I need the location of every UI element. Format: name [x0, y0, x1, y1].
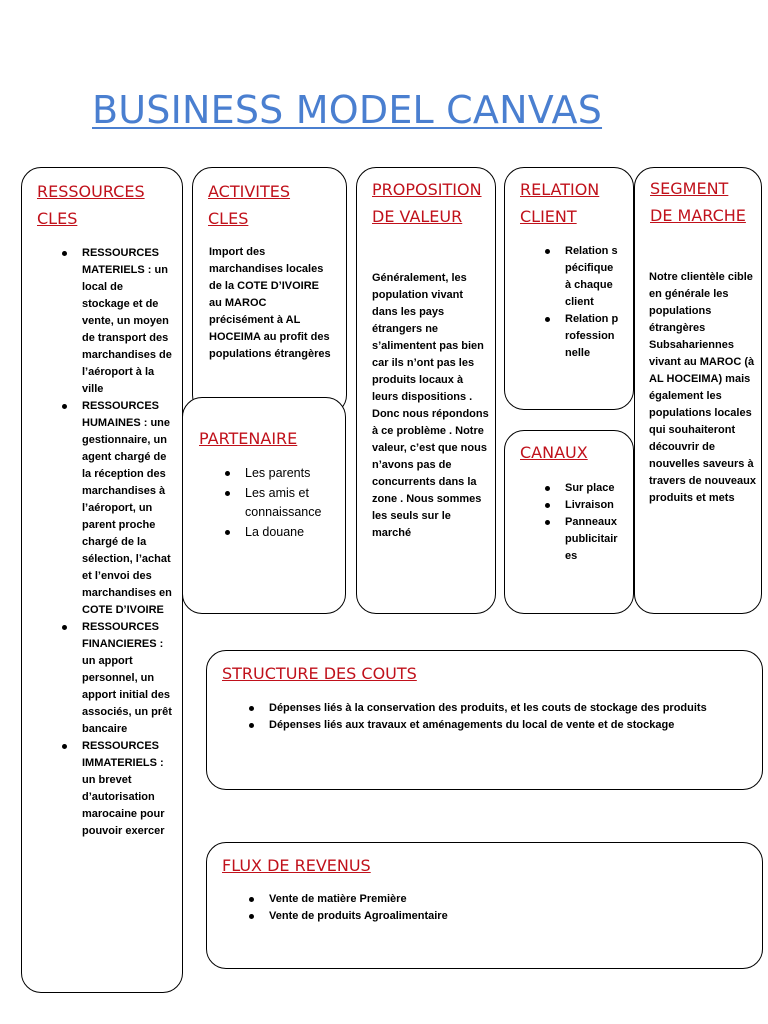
- list-item: RESSOURCES MATERIELS : un local de stockage et de vente, un moyen de transport des marchandises de l’aéroport à la ville: [60, 245, 172, 398]
- list-item: Livraison: [543, 497, 623, 514]
- couts-list: [247, 700, 747, 734]
- bullet-icon: [249, 897, 254, 902]
- bullet-icon: [545, 249, 550, 254]
- partenaire-list: [223, 464, 341, 542]
- canaux-title: CANAUX: [520, 443, 588, 462]
- list-item: Dépenses liés à la conservation des produits, et les couts de stockage des produits: [247, 700, 747, 717]
- bullet-icon: [249, 723, 254, 728]
- bullet-icon: [62, 251, 67, 256]
- activites-cles-box: [192, 167, 347, 415]
- bullet-icon: [249, 706, 254, 711]
- list-item: Panneaux publicitaires: [543, 514, 623, 565]
- activites-cles-title: ACTIVITES CLES: [208, 182, 291, 228]
- bullet-icon: [545, 486, 550, 491]
- bullet-icon: [249, 914, 254, 919]
- bullet-icon: [545, 520, 550, 525]
- ressources-list: [60, 245, 172, 840]
- relation-list: [543, 243, 619, 362]
- bullet-icon: [545, 317, 550, 322]
- bullet-icon: [62, 744, 67, 749]
- flux-revenus-title: FLUX DE REVENUS: [222, 856, 371, 875]
- list-item: Les amis et connaissance: [223, 484, 341, 523]
- bullet-icon: [225, 530, 230, 535]
- list-item: RESSOURCES IMMATERIELS : un brevet d’autorisation marocaine pour pouvoir exercer: [60, 738, 172, 840]
- list-item: Vente de produits Agroalimentaire: [247, 908, 747, 925]
- ressources-cles-box: [21, 167, 183, 993]
- canaux-list: [543, 480, 623, 565]
- relation-client-box: [504, 167, 634, 410]
- structure-couts-box: [206, 650, 763, 790]
- proposition-title: PROPOSITION DE VALEUR: [372, 180, 482, 226]
- list-item: Relation spécifique à chaque client: [543, 243, 619, 311]
- proposition-box: [356, 167, 496, 614]
- partenaire-box: [182, 397, 346, 614]
- page-title: BUSINESS MODEL CANVAS: [92, 88, 603, 132]
- flux-revenus-box: [206, 842, 763, 969]
- bullet-icon: [545, 503, 550, 508]
- list-item: Relation professionnelle: [543, 311, 619, 362]
- revenus-list: [247, 891, 747, 925]
- bullet-icon: [225, 471, 230, 476]
- segment-text: Notre clientèle cible en générale les populations étrangères Subsahariennes vivant au MAROC (à AL HOCEIMA) mais également les populations locales qui souhaiteront découvrir de nouvelles saveurs à travers de nouveaux produits et mets: [649, 271, 756, 504]
- list-item: La douane: [223, 523, 341, 543]
- segment-marche-box: [634, 167, 762, 614]
- bullet-icon: [225, 491, 230, 496]
- ressources-cles-title: RESSOURCES CLES: [37, 182, 145, 228]
- bullet-icon: [62, 404, 67, 409]
- proposition-text: Généralement, les population vivant dans les pays étrangers ne s’alimentent pas bien car ils n’ont pas les produits locaux à leurs dispositions . Donc nous répondons à ce problème . Notre valeur, c’est que nous n’avons pas de concurrents dans la zone . Nous sommes les seuls sur le marché: [372, 272, 489, 539]
- list-item: Dépenses liés aux travaux et aménagements du local de vente et de stockage: [247, 717, 747, 734]
- list-item: Les parents: [223, 464, 341, 484]
- activites-text: Import des marchandises locales de la COTE D’IVOIRE au MAROC précisément à AL HOCEIMA au profit des populations étrangères: [209, 246, 331, 360]
- list-item: Sur place: [543, 480, 623, 497]
- relation-client-title: RELATION CLIENT: [520, 180, 600, 226]
- list-item: RESSOURCES HUMAINES : une gestionnaire, un agent chargé de la réception des marchandises à l’aéroport, un parent proche chargé de la sélection, l’achat et l’envoi des marchandises en COTE D’IVOIRE: [60, 398, 172, 619]
- list-item: RESSOURCES FINANCIERES : un apport personnel, un apport initial des associés, un prêt bancaire: [60, 619, 172, 738]
- canaux-box: [504, 430, 634, 614]
- list-item: Vente de matière Première: [247, 891, 747, 908]
- structure-couts-title: STRUCTURE DES COUTS: [222, 664, 417, 683]
- segment-marche-title: SEGMENT DE MARCHE: [650, 179, 746, 225]
- partenaire-title: PARTENAIRE: [199, 429, 298, 448]
- bullet-icon: [62, 625, 67, 630]
